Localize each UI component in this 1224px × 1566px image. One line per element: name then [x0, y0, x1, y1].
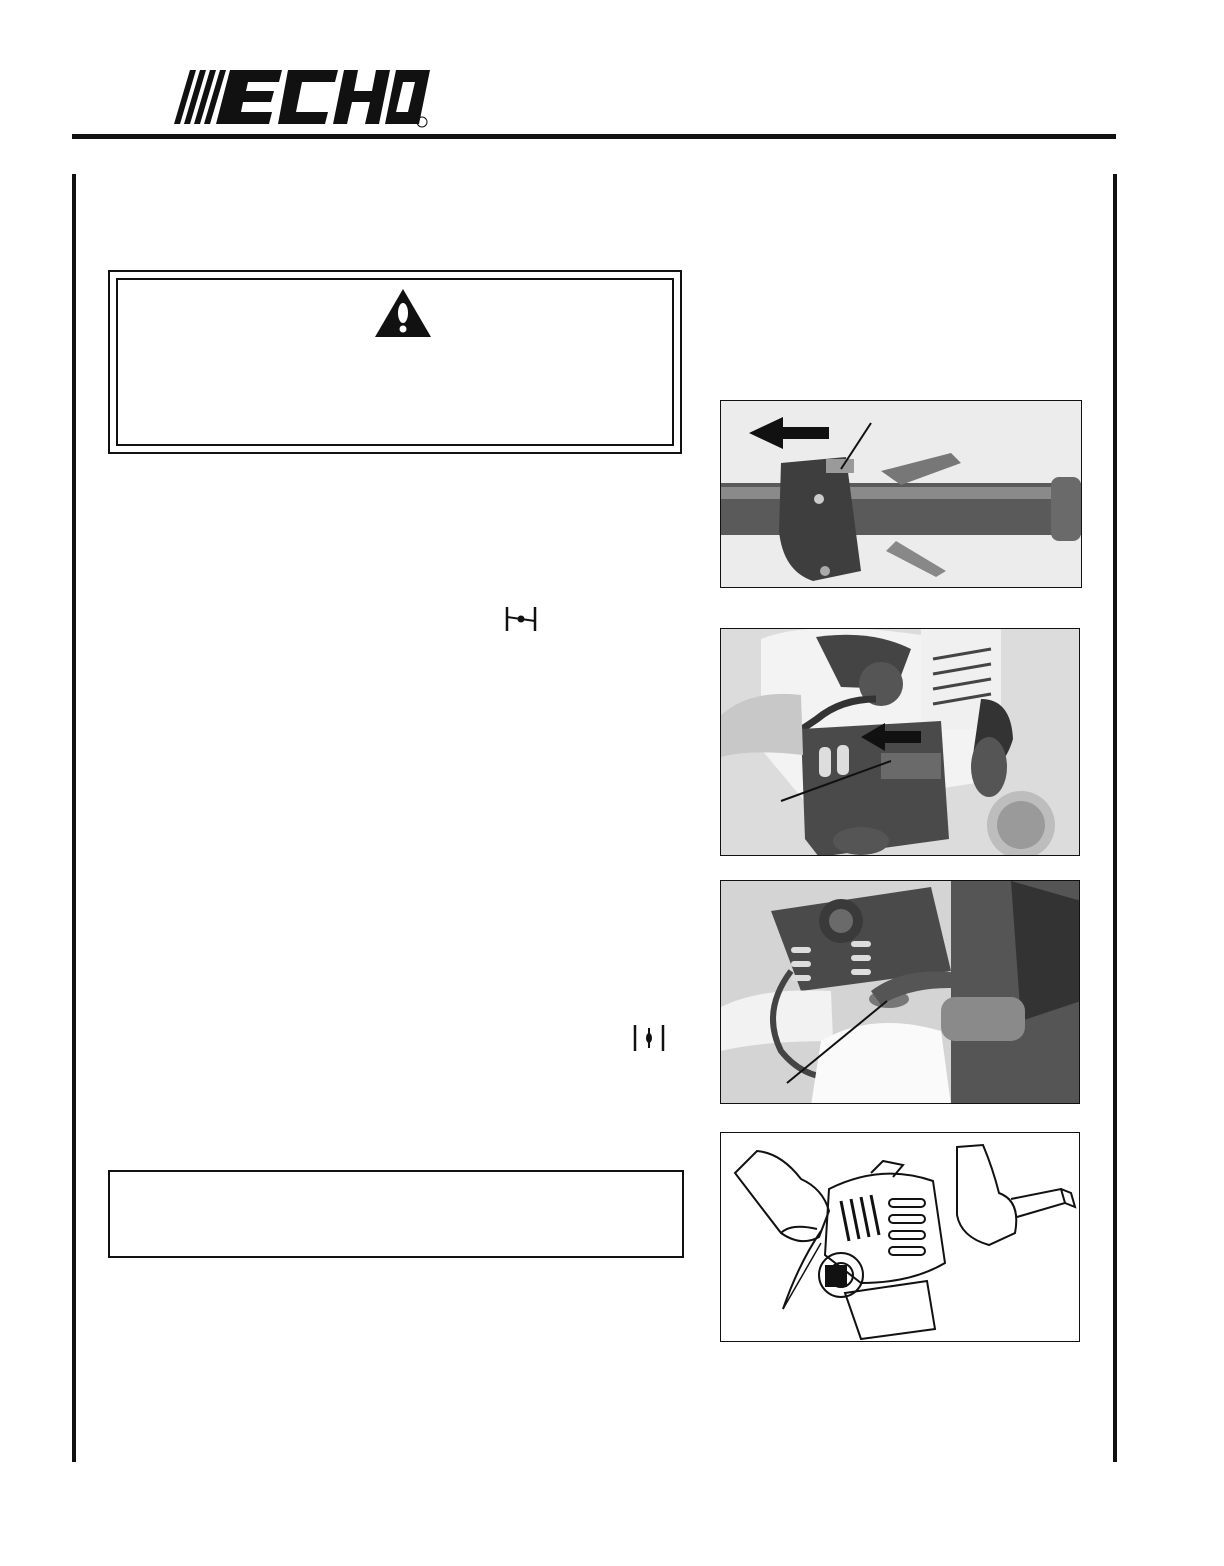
throttle-lever-photo [720, 400, 1082, 588]
echo-logo-graphic [160, 62, 430, 128]
left-margin-rule [72, 174, 76, 1462]
warning-triangle-icon [374, 288, 432, 338]
choke-closed-icon [504, 606, 538, 632]
starter-rope-illustration [720, 1132, 1080, 1342]
choke-lever-photo [720, 628, 1080, 856]
right-margin-rule [1113, 174, 1117, 1462]
echo-logo [160, 62, 430, 128]
note-box [108, 1170, 684, 1258]
header-rule [72, 134, 1116, 139]
primer-bulb-photo [720, 880, 1080, 1104]
choke-open-icon [632, 1024, 666, 1052]
